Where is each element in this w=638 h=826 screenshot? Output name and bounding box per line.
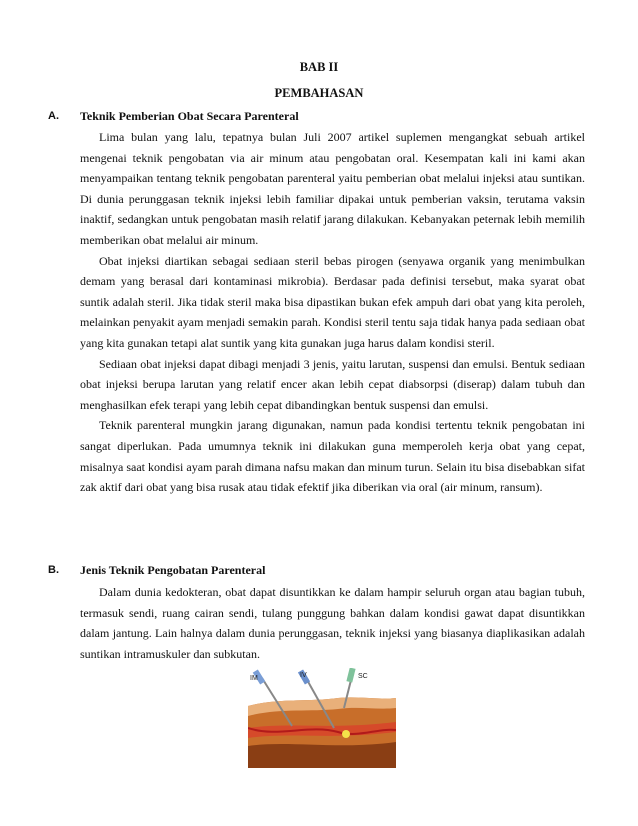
section-a-body (80, 127, 585, 498)
section-a-marker: A. (48, 110, 59, 122)
paragraph: Dalam dunia kedokteran, obat dapat disuntikkan ke dalam hampir seluruh organ atau bagian tubuh, termasuk sendi, ruang cairan sendi, tulang punggung bahkan dalam kondisi gawat dapat disuntikkan dalam jantung. Lain halnya dalam dunia perunggasan, teknik injeksi yang biasanya diaplikasikan adalah suntikan intramuskuler dan subkutan. (80, 585, 585, 661)
sc-syringe (346, 668, 355, 683)
paragraph: Lima bulan yang lalu, tepatnya bulan Juli 2007 artikel suplemen mengangkat sebuah artikel mengenai teknik pengobatan via air minum atau pengobatan oral. Kesempatan kali ini kami akan menyampaikan tentang teknik pengobatan parenteral yaitu pemberian obat melalui injeksi atau suntikan. Di dunia perunggasan teknik injeksi lebih familiar dipakai untuk pemberian vaksin, terutama vaksin inaktif, sedangkan untuk pengobatan masih relatif jarang dilakukan. Kebanyakan peternak lebih memilih memberikan obat melalui air minum. (80, 130, 585, 247)
injection-routes-figure (248, 668, 396, 768)
paragraph: Teknik parenteral mungkin jarang digunakan, namun pada kondisi tertentu teknik pengobatan ini sangat diperlukan. Pada umumnya teknik ini dilakukan guna memperoleh kerja obat yang cepat, misalnya saat kondisi ayam parah dimana nafsu makan dan minum turun. Selain itu bisa disebabkan sifat zak aktif dari obat yang bisa rusak atau tidak efektif jika diberikan via oral (air minum, ransum). (80, 418, 585, 495)
section-b-marker: B. (48, 564, 59, 576)
drug-deposit (342, 730, 350, 738)
chapter-heading: BAB II (299, 60, 339, 74)
figure-label-im: IM (250, 675, 258, 682)
paragraph: Obat injeksi diartikan sebagai sediaan steril bebas pirogen (senyawa organik yang menimbulkan demam yang berasal dari kontaminasi mikrobia). Berdasar pada definisi tersebut, maka syarat obat suntik adalah steril. Jika tidak steril maka bisa dipastikan bukan efek ampuh dari obat yang kita peroleh, melainkan penyakit ayam menjadi semakin parah. Kondisi steril tentu saja tidak hanya pada sediaan obat yang kita gunakan tetapi alat suntik yang kita gunakan juga harus dalam kondisi steril. (80, 253, 585, 350)
figure-label-iv: IV (300, 672, 307, 679)
section-b-title: Jenis Teknik Pengobatan Parenteral (80, 563, 266, 577)
section-a-title: Teknik Pemberian Obat Secara Parenteral (80, 109, 299, 123)
deep-tissue (248, 742, 396, 768)
section-b-body (80, 582, 585, 664)
injection-routes-illustration (248, 668, 396, 768)
paragraph: Sediaan obat injeksi dapat dibagi menjadi 3 jenis, yaitu larutan, suspensi dan emulsi. Bentuk sediaan obat injeksi berupa larutan yang relatif encer akan lebih cepat diabsorpsi (diserap) dalam tubuh dan menghasilkan efek terapi yang lebih cepat dibandingkan bentuk suspensi dan emulsi. (80, 356, 585, 412)
chapter-title: PEMBAHASAN (274, 86, 364, 100)
figure-label-sc: SC (358, 673, 368, 680)
